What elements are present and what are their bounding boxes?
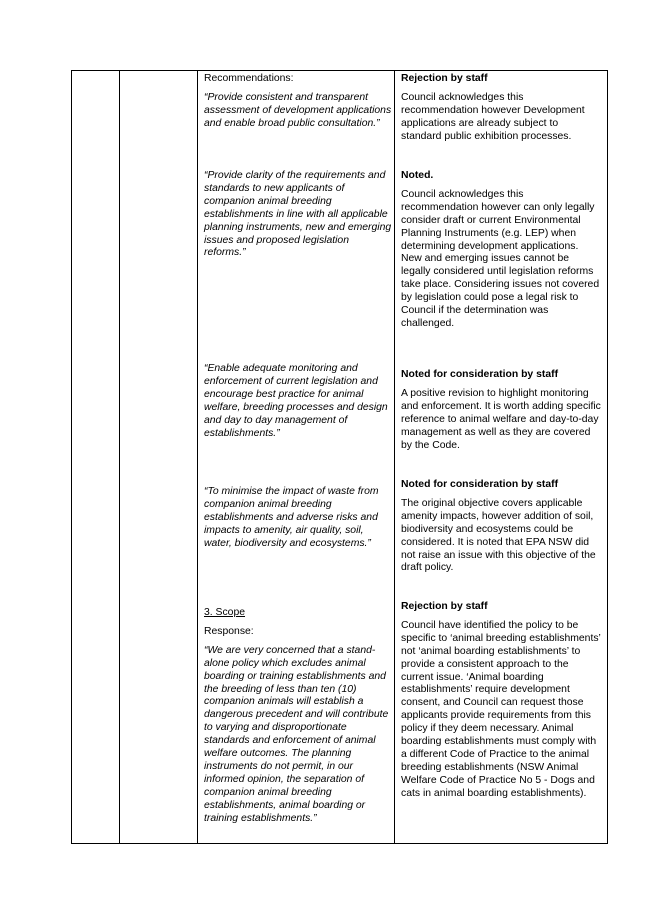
column-divider-3 — [394, 71, 395, 843]
submissions-table — [71, 70, 608, 844]
response-block-4 — [401, 479, 601, 575]
response-block-1 — [401, 73, 601, 144]
response-body-2: Council acknowledges this recommendation however can only legally consider draft or current Environmental Planning Instruments (e.g. LEP) when determining development applications. New and emerging issues cannot be legally considered until legislation reforms take place. Considering issues not covered by legislation could pose a legal risk to Council if the determination was challenged. — [401, 188, 600, 329]
scope-response-quote: “We are very concerned that a stand-alone policy which excludes animal boarding or training establishments and the breeding of less than ten (10) companion animals will establish a dangerous precedent and will contribute to varying and disproportionate standards and enforcement of animal welfare outcomes. The planning instruments do not permit, in our informed opinion, the separation of companion animal breeding establishments, animal boarding or training establishments.” — [204, 644, 389, 824]
response-block-2 — [401, 170, 601, 331]
response-body-4: The original objective covers applicable amenity impacts, however addition of soil, biodiversity and ecosystems could be considered. It is noted that EPA NSW did not raise an issue with this objective of the draft policy. — [401, 497, 596, 574]
scope-block — [204, 607, 392, 826]
response-body-1: Council acknowledges this recommendation however Development applications are already subject to standard public exhibition processes. — [401, 91, 585, 142]
response-block-3 — [401, 369, 601, 452]
recommendation-quote-1: “Provide consistent and transparent assessment of development applications and enable broad public consultation.” — [204, 91, 392, 129]
recommendations-heading: Recommendations: — [204, 73, 294, 84]
response-heading-1: Rejection by staff — [401, 73, 488, 84]
column-divider-1 — [119, 71, 120, 843]
scope-response-label: Response: — [204, 625, 254, 637]
recommendations-block — [204, 73, 392, 131]
response-body-3: A positive revision to highlight monitoring and enforcement. It is worth adding specific reference to animal welfare and day-to-day management as well as they are covered by the Code. — [401, 387, 601, 451]
response-block-5 — [401, 601, 601, 801]
recommendation-quote-3: “Enable adequate monitoring and enforcement of current legislation and encourage best practice for animal welfare, breeding processes and design and day to day management of establishments.” — [204, 363, 388, 439]
response-body-5: Council have identified the policy to be specific to ‘animal breeding establishments’ not ‘animal boarding establishments’ to provide a consistent approach to the current issue. ‘Animal boarding establishments’ require development consent, and Council can request those applicants provide requirements from this policy if they deem necessary. Animal boarding establishments must comply with a different Code of Practice to the animal breeding establishments (NSW Animal Welfare Code of Practice No 5 - Dogs and cats in animal boarding establishments). — [401, 619, 601, 799]
response-heading-3: Noted for consideration by staff — [401, 369, 559, 380]
response-heading-5: Rejection by staff — [401, 601, 488, 612]
response-heading-4: Noted for consideration by staff — [401, 479, 559, 490]
column-divider-2 — [197, 71, 198, 843]
response-heading-2: Noted. — [401, 170, 434, 181]
scope-heading: 3. Scope — [204, 607, 246, 618]
recommendation-quote-4: “To minimise the impact of waste from companion animal breeding establishments and adverse risks and impacts to amenity, air quality, soil, water, biodiversity and ecosystems.” — [204, 486, 379, 549]
recommendation-quote-2: “Provide clarity of the requirements and standards to new applicants of companion animal breeding establishments in line with all applicable planning instruments, new and emerging issues and proposed legislation reforms.” — [204, 170, 392, 259]
